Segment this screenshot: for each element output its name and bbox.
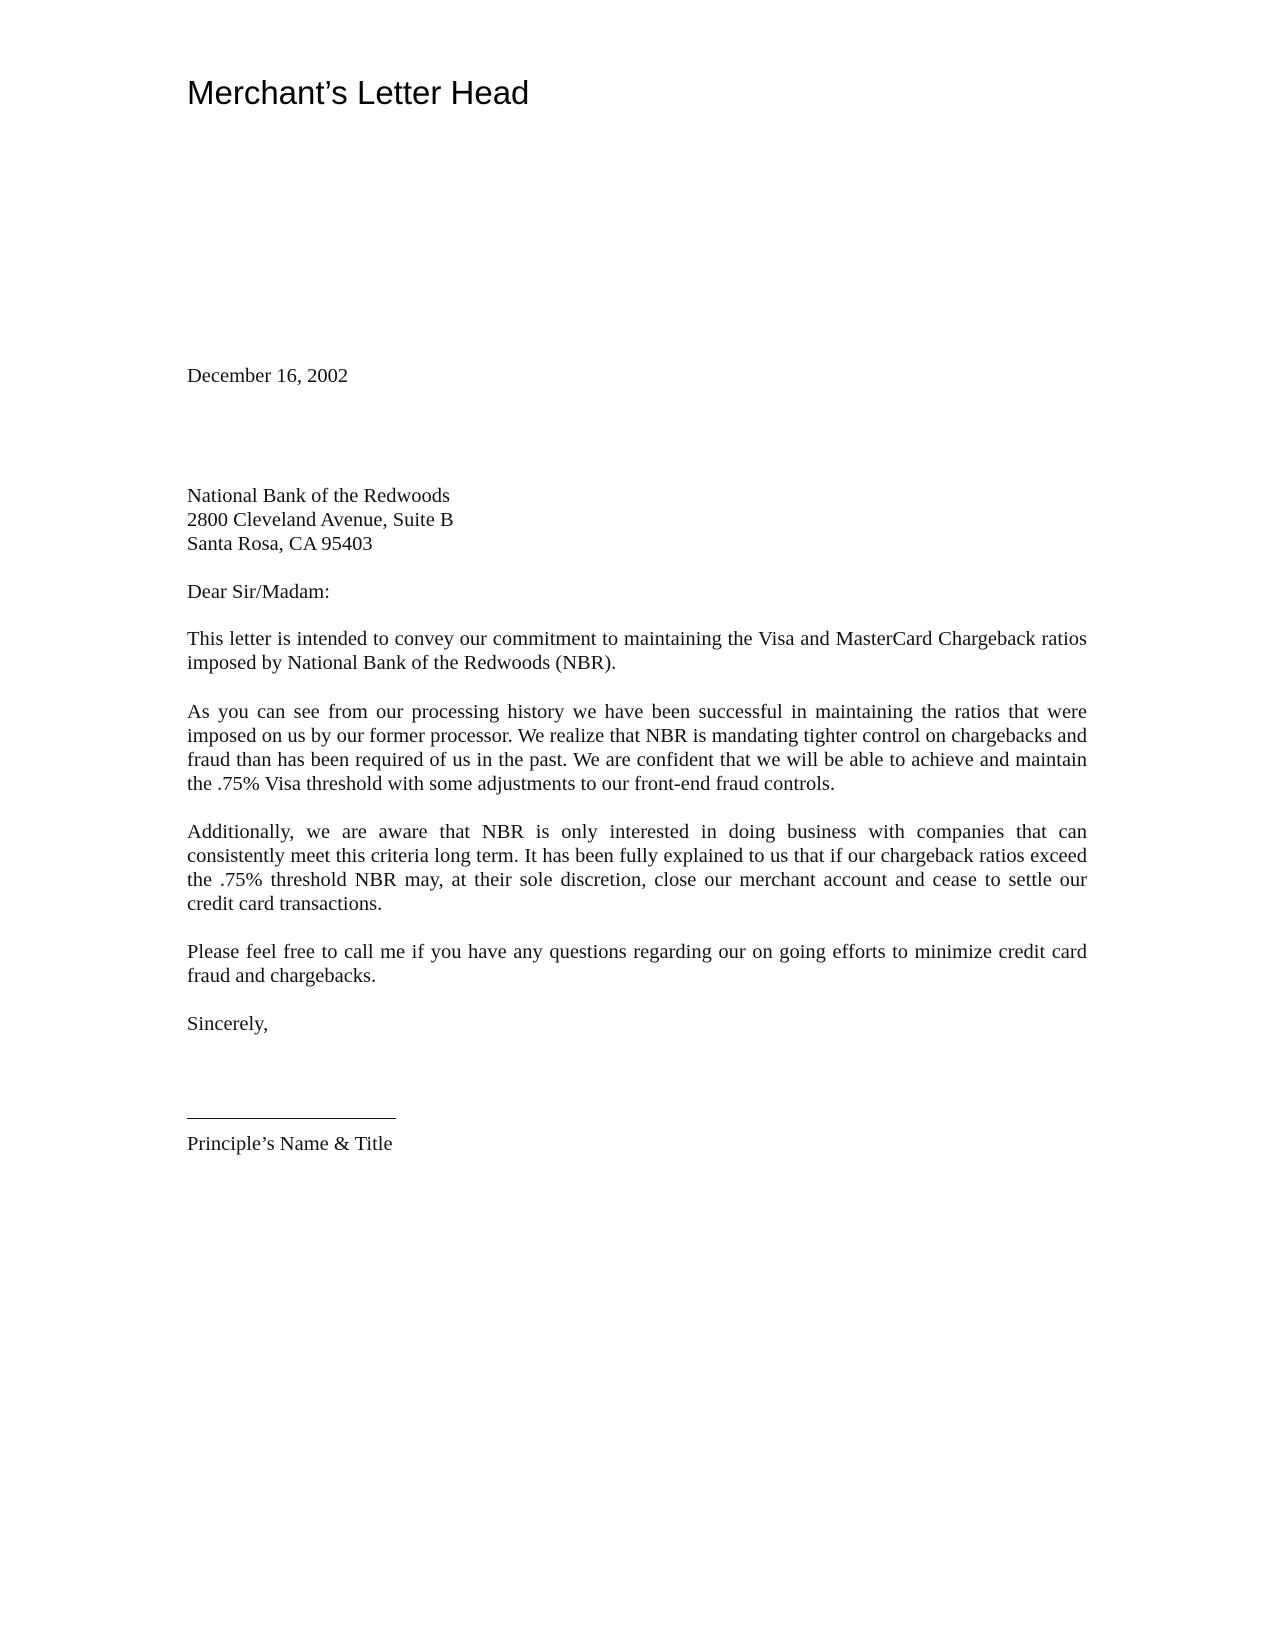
- body-paragraph-3: Additionally, we are aware that NBR is only interested in doing business with companies that can consistently meet this criteria long term. It has been fully explained to us that if our chargeback ratios exceed the .75% threshold NBR may, at their sole discretion, close our merchant account and cease to settle our credit card transactions.: [187, 821, 1087, 915]
- signature-name-title: Principle’s Name & Title: [187, 1133, 393, 1155]
- body-paragraph-2: As you can see from our processing history we have been successful in maintaining the ratios that were imposed on us by our former processor. We realize that NBR is mandating tighter control on chargebacks and fraud than has been required of us in the past. We are confident that we will be able to achieve and maintain the .75% Visa threshold with some adjustments to our front-end fraud controls.: [187, 701, 1087, 795]
- letterhead-title: Merchant’s Letter Head: [187, 74, 530, 111]
- body-paragraph-4: Please feel free to call me if you have any questions regarding our on going efforts to minimize credit card fraud and chargebacks.: [187, 941, 1087, 987]
- recipient-street: 2800 Cleveland Avenue, Suite B: [187, 509, 454, 531]
- salutation: Dear Sir/Madam:: [187, 581, 330, 603]
- recipient-city-state-zip: Santa Rosa, CA 95403: [187, 533, 373, 555]
- recipient-name: National Bank of the Redwoods: [187, 485, 451, 507]
- recipient-address: [187, 484, 454, 556]
- letter-date: December 16, 2002: [187, 365, 349, 387]
- signature-line: [187, 1118, 396, 1119]
- body-paragraph-1: This letter is intended to convey our commitment to maintaining the Visa and MasterCard Chargeback ratios imposed by National Bank of the Redwoods (NBR).: [187, 628, 1087, 674]
- closing: Sincerely,: [187, 1013, 269, 1035]
